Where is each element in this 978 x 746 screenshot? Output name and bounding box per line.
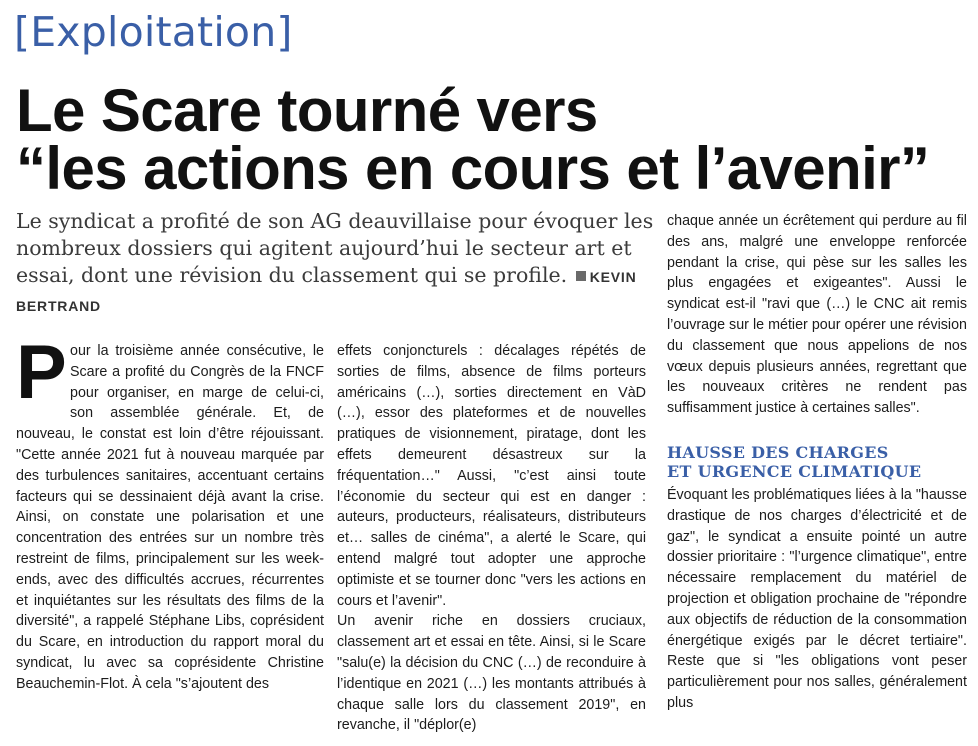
standfirst-text: Le syndicat a profité de son AG deauvillaise pour évoquer les nombreux dossiers qui agitent aujourd’hui le secteur art et essai, dont une révision du classement qui se profile. [16,209,654,287]
article-column-3 [667,211,967,714]
article-column-2 [337,341,646,736]
column-2-paragraph-1: effets conjoncturels : décalages répétés de sorties de films, absence de films porteurs américains (…), sorties directement en VàD (…), essor des plateformes et de nouvelles pratiques de visionnement, piratage, dont les effets demeurent désastreux sur la fréquentation…" Aussi, "c’est ainsi toute l’économie du secteur qui est en danger : auteurs, producteurs, réalisateurs, distributeurs et… salles de cinéma", a alerté le Scare, qui entend malgré tout adopter une approche optimiste et se tourner donc "vers les actions en cours et l’avenir". [337,343,646,609]
column-1-paragraph: our la troisième année consécutive, le Scare a profité du Congrès de la FNCF pour organiser, en marge de celui-ci, son assemblée générale. Et, de nouveau, le constat est loin d’être réjouissant. "Cette année 2021 fut à nouveau marquée par des turbulences sanitaires, accentuant certains facteurs qui se dessinaient déjà avant la crise. Ainsi, on constate une polarisation et une concentration des entrées sur un nombre très restreint de films, principalement sur les week-ends, avec des difficultés accrues, récurrentes et inquiétantes sur les résultats des films de la diversité", a rappelé Stéphane Libs, coprésident du Scare, en introduction du rapport moral du syndicat, lu avec sa coprésidente Christine Beauchemin-Flot. À cela "s’ajoutent des [16,343,324,692]
headline-line-2: “les actions en cours et l’avenir” [16,135,930,202]
subheading-line-2: ET URGENCE CLIMATIQUE [667,461,922,481]
column-2-paragraph-2: Un avenir riche en dossiers cruciaux, classement art et essai en tête. Ainsi, si le Scare "salu(e) la décision du CNC (…) de reconduire à l’identique en 2021 (…) les montants attribués à chaque salle lors du classement 2019", en revanche, il "déplor(e) [337,613,646,734]
article-headline [16,77,930,202]
article-standfirst [16,208,656,320]
article-column-1 [16,330,324,695]
column-3-paragraph-2: Évoquant les problématiques liées à la "hausse drastique de nos charges d’électricité et de gaz", le syndicat a ensuite pointé un autre dossier prioritaire : "l’urgence climatique", entre nécessaire remplacement du matériel de projection et obligation prochaine de "répondre aux objectifs de réduction de la consommation énergétique exigés par le décret tertiaire". Reste que si "les obligations vont peser particulièrement pour nos salles, généralement plus [667,486,967,711]
section-subheading [667,443,967,481]
section-kicker: [Exploitation] [14,8,293,56]
author-square-icon [576,271,586,281]
column-3-paragraph-1: chaque année un écrêtement qui perdure au fil des ans, malgré une enveloppe renforcée pendant la crise, qui pèse sur les salles les plus engagées et exigeantes". Aussi le syndicat est-il "ravi que (…) le CNC ait remis l’ouvrage sur le métier pour opérer une révision du classement que nous appelions de nos vœux depuis plusieurs années, regrettant que les nouveaux critères ne rendent pas suffisamment justice à certaines salles". [667,213,967,417]
drop-cap: P [16,330,67,415]
headline-line-1: Le Scare tourné vers [16,77,598,144]
subheading-line-1: HAUSSE DES CHARGES [667,442,889,462]
article-author: KEVIN BERTRAND [16,269,637,314]
